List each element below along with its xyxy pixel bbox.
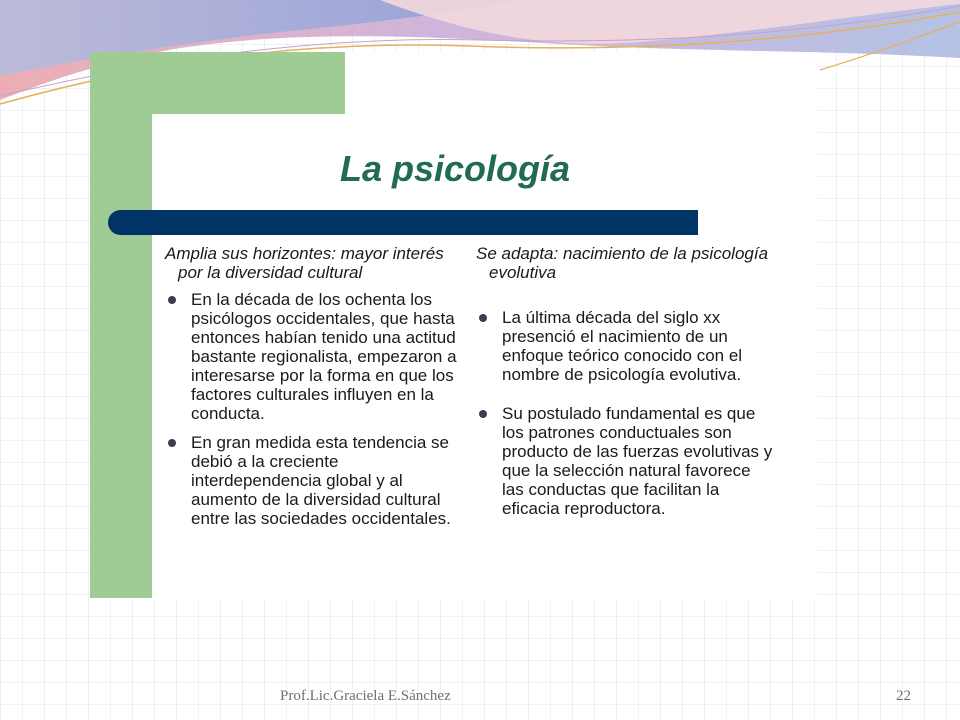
left-bullet-list [165, 290, 460, 528]
green-frame-top [152, 52, 345, 114]
list-item [476, 404, 776, 518]
bullet-dot-icon [479, 314, 487, 322]
bullet-dot-icon [168, 296, 176, 304]
slide-title: La psicología [340, 148, 571, 189]
right-column [476, 244, 776, 538]
page-number: 22 [896, 688, 911, 704]
bullet-text: Su postulado fundamental es que los patrones conductuales son producto de las fuerzas evolutivas y que la selección natural favorece las conductas que facilitan la eficacia reproductora. [502, 404, 773, 518]
left-column-heading: Amplia sus horizontes: mayor interés por la diversidad cultural [165, 244, 444, 282]
right-bullet-list [476, 308, 776, 518]
list-item [165, 433, 460, 528]
list-item [476, 308, 776, 384]
bullet-text: En gran medida esta tendencia se debió a la creciente interdependencia global y al aumento de la diversidad cultural entre las sociedades occidentales. [191, 433, 451, 528]
left-column [165, 244, 460, 538]
slide-content-image [90, 52, 818, 598]
bullet-text: La última década del siglo xx presenció el nacimiento de un enfoque teórico conocido con el nombre de psicología evolutiva. [502, 308, 743, 384]
right-column-heading: Se adapta: nacimiento de la psicología evolutiva [476, 244, 769, 282]
title-underline-bar [108, 210, 698, 235]
list-item [165, 290, 460, 423]
bullet-dot-icon [479, 410, 487, 418]
frame-inner-corner [152, 114, 212, 174]
bullet-dot-icon [168, 439, 176, 447]
footer-author: Prof.Lic.Graciela E.Sánchez [280, 688, 451, 704]
green-frame-left [90, 52, 152, 598]
bullet-text: En la década de los ochenta los psicólogos occidentales, que hasta entonces habían tenido una actitud bastante regionalista, empezaron a interesarse por la forma en que los factores culturales influyen en la conducta. [191, 290, 457, 423]
